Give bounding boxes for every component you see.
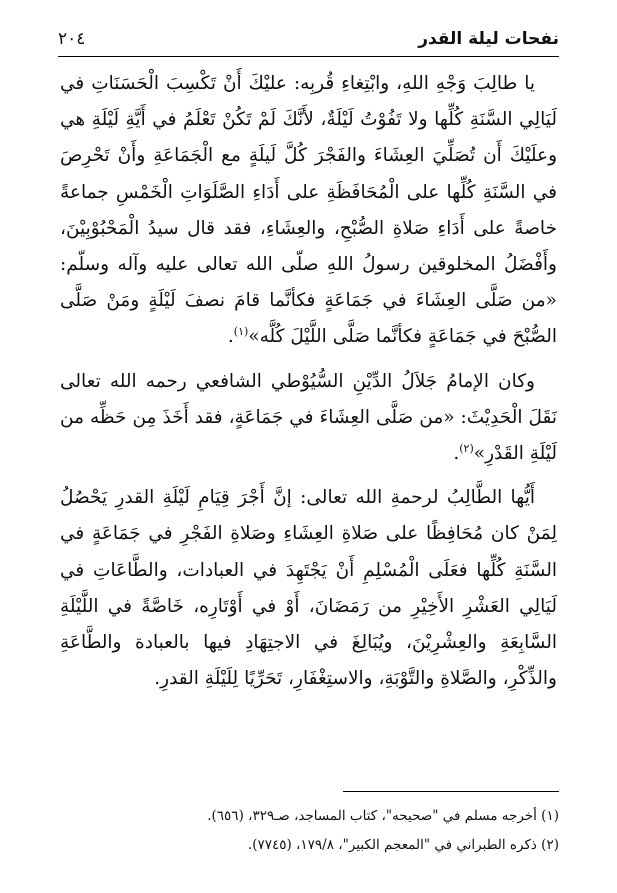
footnote: (١) أخرجه مسلم في "صحيحه"، كتاب المساجد، صـ٣٢٩، (٦٥٦). — [207, 808, 559, 824]
paragraph-text: أَيُّها الطَّالِبُ لرحمةِ الله تعالى: إنَّ أَجْرَ قِيَامِ لَيْلَةِ القدرِ يَحْصُلُ لِمَنْ كان مُحَافِظًا على صَلاةِ العِشَاءِ وصَلاةِ الفَجْرِ في جَمَاعَةٍ في السَّنَةِ كُلِّها فعَلَى الْمُسْلِمِ أَنْ يَجْتَهِدَ في العبادات، والطَّاعَاتِ في لَيَالِي العَشْرِ الأَخِيْرِ من رَمَضَانَ، أَوْ في أَوْتَارِه، خَاصَّةً في اللَّيْلَةِ السَّابِعَةِ والعِشْرِيْنَ، ويُبَالِغَ في الاجتِهَادِ فيها بالعبادة والطَّاعَةِ والذِّكْرِ، والصَّلاةِ والتَّوْبَةِ، والاستِغْفَارِ، تَحَرِّيًا لِلَيْلَةِ القدرِ. — [60, 487, 557, 690]
footnote-marker[interactable]: (١) — [233, 325, 249, 339]
footnote-divider — [343, 791, 559, 792]
paragraph-text: وكان الإمامُ جَلاَلُ الدِّيْنِ السُّيُوْطي الشافعي رحمه الله تعالى نَقَلَ الْحَدِيْثَ: «من صَلَّى العِشَاءَ في جَمَاعَةٍ، فقد أَخَذَ مِن حَظِّه من لَيْلَةِ القَدْرِ» — [60, 370, 557, 465]
paragraph: وكان الإمامُ جَلاَلُ الدِّيْنِ السُّيُوْطي الشافعي رحمه الله تعالى نَقَلَ الْحَدِيْثَ: «من صَلَّى العِشَاءَ في جَمَاعَةٍ، فقد أَخَذَ مِن حَظِّه من لَيْلَةِ القَدْرِ»$^{(٢)}$. — [60, 370, 557, 465]
page-number: ٢٠٤ — [58, 29, 86, 49]
paragraph — [60, 480, 557, 697]
footnote-marker[interactable]: (٢) — [459, 441, 474, 455]
book-title: نفحات ليلة القدر — [418, 29, 559, 49]
main-text — [60, 66, 557, 697]
running-header — [58, 22, 559, 57]
footnote: (٢) ذكره الطبراني في "المعجم الكبير"، ١٧٩/٨، (٧٧٤٥). — [247, 837, 559, 853]
paragraph: يا طالِبَ وَجْهِ اللهِ، وابْتِغاءِ قُربِه: عليْكَ أَنْ تَكْسِبَ الْحَسَنَاتِ في لَيَالِي السَّنَةِ كُلِّها ولا تَفُوْتُ لَيْلَةٌ، لأَنَّكَ لَمْ تَكُنْ تَعْلَمُ في أَيَّةِ لَيْلَةِ هي وعلَيْكَ أَن تُصَلِّيَ العِشَاءَ والفَجْرَ كُلَّ لَيلَةٍ مع الْجَمَاعَةِ وأَنْ تَحْرِصَ في السَّنَةِ كُلِّها على الْمُحَافَظَةِ على أَدَاءِ الصَّلَوَاتِ الْخَمْسِ جماعةً خاصةً على أَدَاءِ صَلاةِ الصُّبْحِ، والعِشَاءِ، فقد قال سيدُ الْمَحْبُوْبِيْنَ، وأَفْضَلُ المخلوقين رسولُ اللهِ صلّى الله تعالى عليه وآله وسلّم: «من صَلَّى العِشَاءَ في جَمَاعَةٍ فكأنَّما قامَ نصفَ لَيْلَةٍ ومَنْ صَلَّى الصُّبْحَ في جَمَاعَةٍ فكأنَّما صَلَّى اللَّيْلَ كُلَّه»$^{(١)}$. — [60, 73, 557, 348]
footnotes — [60, 802, 559, 860]
paragraph-text: يا طالِبَ وَجْهِ اللهِ، وابْتِغاءِ قُربِه: عليْكَ أَنْ تَكْسِبَ الْحَسَنَاتِ في لَيَالِي السَّنَةِ كُلِّها ولا تَفُوْتُ لَيْلَةٌ، لأَنَّكَ لَمْ تَكُنْ تَعْلَمُ في أَيَّةِ لَيْلَةِ هي وعلَيْكَ أَن تُصَلِّيَ العِشَاءَ والفَجْرَ كُلَّ لَيلَةٍ مع الْجَمَاعَةِ وأَنْ تَحْرِصَ في السَّنَةِ كُلِّها على الْمُحَافَظَةِ على أَدَاءِ الصَّلَوَاتِ الْخَمْسِ جماعةً خاصةً على أَدَاءِ صَلاةِ الصُّبْحِ، والعِشَاءِ، فقد قال سيدُ الْمَحْبُوْبِيْنَ، وأَفْضَلُ المخلوقين رسولُ اللهِ صلّى الله تعالى عليه وآله وسلّم: «من صَلَّى العِشَاءَ في جَمَاعَةٍ فكأنَّما قامَ نصفَ لَيْلَةٍ ومَنْ صَلَّى الصُّبْحَ في جَمَاعَةٍ فكأنَّما صَلَّى اللَّيْلَ كُلَّه» — [60, 73, 557, 348]
